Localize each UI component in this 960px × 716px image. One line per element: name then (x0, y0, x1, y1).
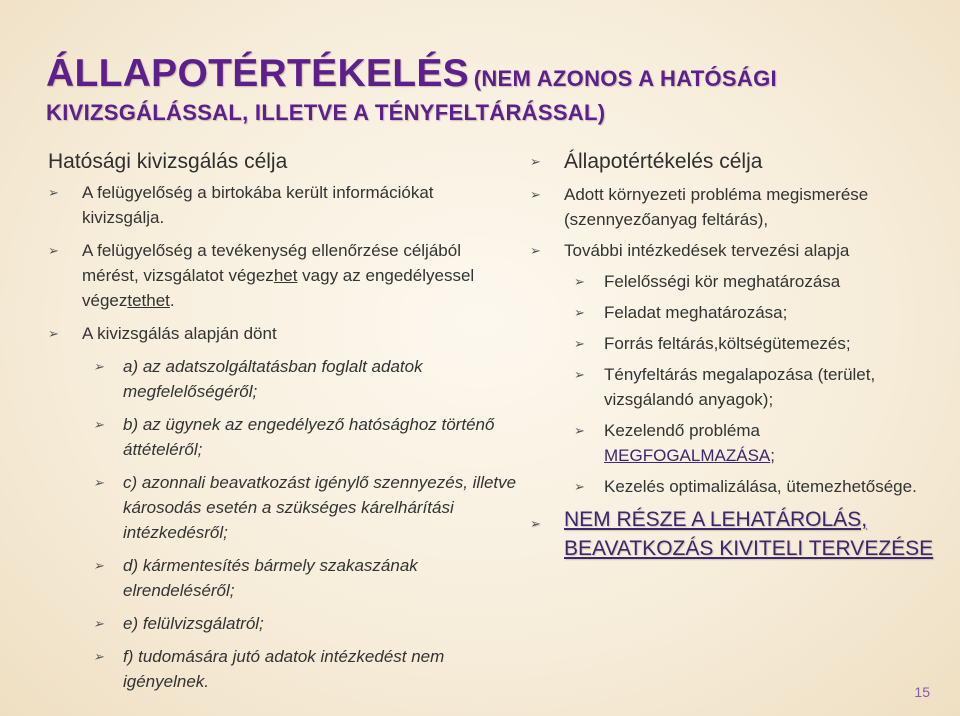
arrow-bullet-icon: ➢ (93, 359, 104, 374)
arrow-bullet-icon: ➢ (48, 185, 59, 200)
right-item-2: ➢ További intézkedések tervezési alapja (524, 238, 944, 263)
arrow-bullet-icon: ➢ (574, 479, 585, 494)
right-item-1: ➢ Adott környezeti probléma megismerése (szennyezőanyag feltárás), (524, 182, 944, 232)
arrow-bullet-icon: ➢ (93, 649, 104, 664)
left-sub-c: ➢ c) azonnali beavatkozást igénylő szennyezés, illetve károsodás esetén a szükséges kárelhárítási intézkedésről; (48, 470, 518, 545)
left-heading: Hatósági kivizsgálás célja (48, 150, 288, 173)
arrow-bullet-icon: ➢ (574, 367, 585, 382)
arrow-bullet-icon: ➢ (530, 243, 541, 258)
left-item-2: ➢ A felügyelőség a tevékenység ellenőrzése céljából mérést, vizsgálatot végezhet vagy az engedélyessel végeztethet. (48, 238, 518, 313)
right-sub-6: ➢ Kezelés optimalizálása, ütemezhetősége. (524, 474, 944, 499)
right-sub-5: ➢ Kezelendő probléma MEGFOGALMAZÁSA; (524, 418, 944, 468)
arrow-bullet-icon: ➢ (93, 475, 104, 490)
title-paren: (NEM AZONOS A HATÓSÁGI (473, 66, 777, 91)
left-sub-d: ➢ d) kármentesítés bármely szakaszának elrendeléséről; (48, 553, 518, 603)
left-item-3: ➢ A kivizsgálás alapján dönt (48, 321, 518, 346)
slide-title (46, 54, 946, 124)
arrow-bullet-icon: ➢ (574, 336, 585, 351)
right-column (524, 150, 944, 563)
arrow-bullet-icon: ➢ (93, 558, 104, 573)
arrow-bullet-icon: ➢ (93, 417, 104, 432)
arrow-bullet-icon: ➢ (574, 423, 585, 438)
left-sub-f: ➢ f) tudomására jutó adatok intézkedést nem igényelnek. (48, 644, 518, 694)
right-sub-3: ➢ Forrás feltárás,költségütemezés; (524, 331, 944, 356)
arrow-bullet-icon: ➢ (530, 516, 541, 531)
arrow-bullet-icon: ➢ (530, 154, 541, 169)
right-sub-4: ➢ Tényfeltárás megalapozása (terület, vizsgálandó anyagok); (524, 362, 944, 412)
arrow-bullet-icon: ➢ (93, 616, 104, 631)
right-sub-1: ➢ Felelősségi kör meghatározása (524, 269, 944, 294)
right-sub-2: ➢ Feladat meghatározása; (524, 300, 944, 325)
left-sub-b: ➢ b) az ügynek az engedélyező hatósághoz történő áttételéről; (48, 412, 518, 462)
title-line2: KIVIZSGÁLÁSSAL, ILLETVE A TÉNYFELTÁRÁSSAL) (46, 99, 606, 125)
page-number: 15 (914, 684, 930, 700)
right-heading: ➢ Állapotértékelés célja (530, 150, 763, 173)
title-main: ÁLLAPOTÉRTÉKELÉS (46, 52, 469, 95)
left-sub-a: ➢ a) az adatszolgáltatásban foglalt adatok megfelelőségéről; (48, 354, 518, 404)
left-sub-e: ➢ e) felülvizsgálatról; (48, 611, 518, 636)
arrow-bullet-icon: ➢ (48, 243, 59, 258)
left-item-1: ➢ A felügyelőség a birtokába került információkat kivizsgálja. (48, 180, 518, 230)
left-column (48, 150, 518, 702)
arrow-bullet-icon: ➢ (530, 187, 541, 202)
arrow-bullet-icon: ➢ (48, 326, 59, 341)
right-emphasis: ➢ NEM RÉSZE A LEHATÁROLÁS, BEAVATKOZÁS KIVITELI TERVEZÉSE (530, 508, 934, 560)
arrow-bullet-icon: ➢ (574, 274, 585, 289)
arrow-bullet-icon: ➢ (574, 305, 585, 320)
